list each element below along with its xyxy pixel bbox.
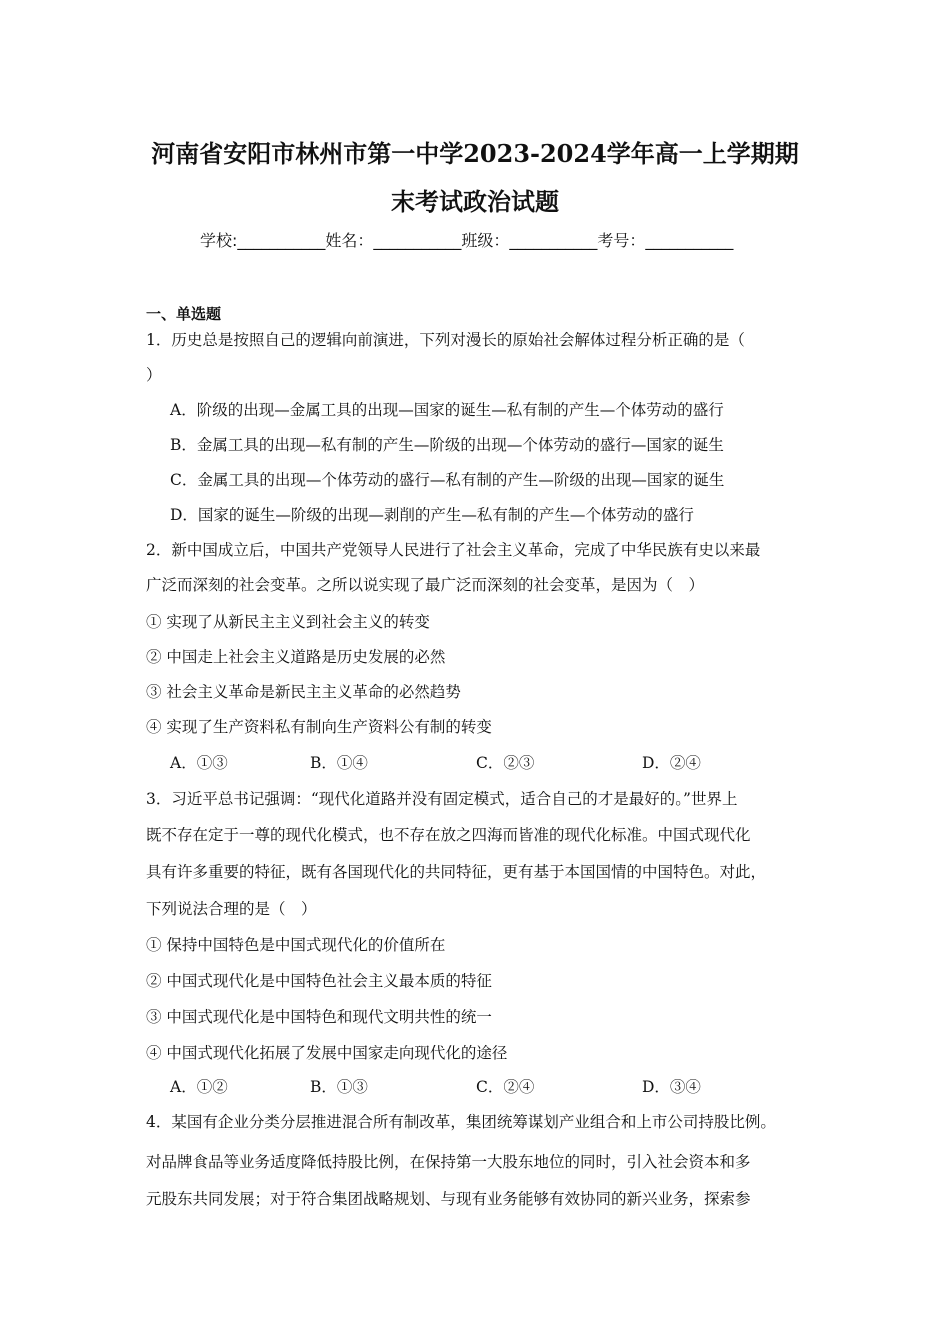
q3-statement-3: ③ 中国式现代化是中国特色和现代文明共性的统一 bbox=[146, 1008, 492, 1026]
q2-choice-b[interactable]: B．①④ bbox=[310, 754, 368, 772]
student-info-line: 学校:___________姓名：___________班级：___________考号：___________ bbox=[200, 231, 734, 250]
q1-option-a[interactable]: A．阶级的出现—金属工具的出现—国家的诞生—私有制的产生—个体劳动的盛行 bbox=[170, 401, 724, 419]
q4-stem-line: 元股东共同发展；对于符合集团战略规划、与现有业务能够有效协同的新兴业务，探索参 bbox=[146, 1190, 751, 1208]
q2-statement-1: ① 实现了从新民主主义到社会主义的转变 bbox=[146, 613, 430, 631]
q3-stem-line: 3．习近平总书记强调：“现代化道路并没有固定模式，适合自己的才是最好的。”世界上 bbox=[146, 790, 738, 808]
q3-statement-1: ① 保持中国特色是中国式现代化的价值所在 bbox=[146, 936, 446, 954]
q2-stem-line: 广泛而深刻的社会变革。之所以说实现了最广泛而深刻的社会变革，是因为（ ） bbox=[146, 576, 705, 594]
page-title-line1: 河南省安阳市林州市第一中学2023-2024学年高一上学期期 bbox=[151, 139, 799, 168]
q2-choice-c[interactable]: C．②③ bbox=[476, 754, 535, 772]
q3-stem-line: 下列说法合理的是（ ） bbox=[146, 900, 317, 918]
q1-stem-line: 1．历史总是按照自己的逻辑向前演进，下列对漫长的原始社会解体过程分析正确的是（ bbox=[146, 331, 745, 349]
q2-choice-d[interactable]: D．②④ bbox=[642, 754, 701, 772]
q1-option-b[interactable]: B．金属工具的出现—私有制的产生—阶级的出现—个体劳动的盛行—国家的诞生 bbox=[170, 436, 724, 454]
q2-statement-2: ② 中国走上社会主义道路是历史发展的必然 bbox=[146, 648, 446, 666]
section-heading: 一、单选题 bbox=[146, 305, 222, 323]
q1-stem-line: ） bbox=[146, 366, 162, 384]
q3-stem-line: 具有许多重要的特征，既有各国现代化的共同特征，更有基于本国国情的中国特色。对此， bbox=[146, 863, 767, 881]
q2-statement-3: ③ 社会主义革命是新民主主义革命的必然趋势 bbox=[146, 683, 461, 701]
q1-option-c[interactable]: C．金属工具的出现—个体劳动的盛行—私有制的产生—阶级的出现—国家的诞生 bbox=[170, 471, 725, 489]
q2-stem-line: 2．新中国成立后，中国共产党领导人民进行了社会主义革命，完成了中华民族有史以来最 bbox=[146, 541, 761, 559]
q2-statement-4: ④ 实现了生产资料私有制向生产资料公有制的转变 bbox=[146, 718, 492, 736]
page-title-line2: 末考试政治试题 bbox=[391, 187, 559, 216]
q3-stem-line: 既不存在定于一尊的现代化模式，也不存在放之四海而皆准的现代化标准。中国式现代化 bbox=[146, 826, 751, 844]
q3-choice-d[interactable]: D．③④ bbox=[642, 1078, 701, 1096]
q3-choice-c[interactable]: C．②④ bbox=[476, 1078, 535, 1096]
q4-stem-line: 4．某国有企业分类分层推进混合所有制改革，集团统筹谋划产业组合和上市公司持股比例。 bbox=[146, 1113, 776, 1131]
q3-statement-2: ② 中国式现代化是中国特色社会主义最本质的特征 bbox=[146, 972, 492, 990]
q3-choice-a[interactable]: A．①② bbox=[170, 1078, 228, 1096]
q3-choice-b[interactable]: B．①③ bbox=[310, 1078, 368, 1096]
q3-statement-4: ④ 中国式现代化拓展了发展中国家走向现代化的途径 bbox=[146, 1044, 508, 1062]
q4-stem-line: 对品牌食品等业务适度降低持股比例，在保持第一大股东地位的同时，引入社会资本和多 bbox=[146, 1153, 751, 1171]
q1-option-d[interactable]: D．国家的诞生—阶级的出现—剥削的产生—私有制的产生—个体劳动的盛行 bbox=[170, 506, 694, 524]
q2-choice-a[interactable]: A．①③ bbox=[170, 754, 228, 772]
